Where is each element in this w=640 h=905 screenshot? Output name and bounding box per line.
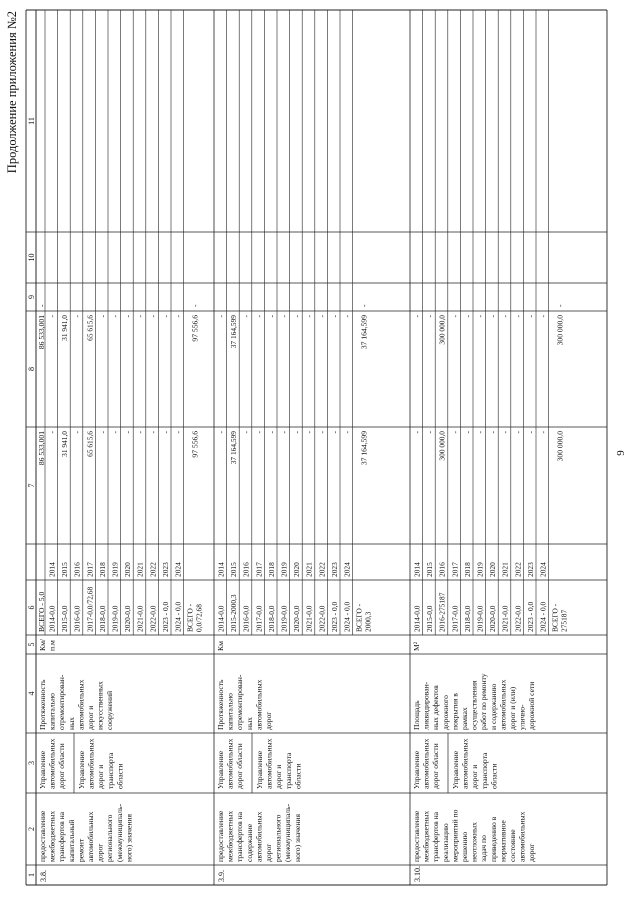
executor-sub: транспорта [105, 752, 115, 789]
year-label: 2015 [425, 562, 435, 577]
funding-total: - [241, 431, 251, 434]
funding-regional: 65 615,6 [85, 315, 95, 341]
section-description: ремонт [76, 838, 86, 862]
section-description: задач по [479, 835, 489, 862]
executor-sub: автомобильных [460, 738, 470, 789]
funding-regional: - [148, 315, 158, 318]
section-number: 3.9. [217, 870, 226, 882]
total-target-value: ВСЕГО - [550, 603, 560, 632]
section-description: капитальный [66, 819, 76, 862]
funding-total: - [292, 431, 302, 434]
executor-sub: автомобильных [264, 738, 274, 789]
indicator-name: дорог и (или) [508, 686, 517, 730]
column-header-2: 2 [27, 827, 36, 831]
funding-regional: 97 556,6 [190, 315, 200, 342]
section-description: дорог [527, 843, 537, 862]
indicator-name: сооружений [105, 690, 115, 730]
funding-total: - [425, 431, 435, 434]
executor-main: дорог области [235, 743, 245, 789]
funding-regional: - [173, 315, 183, 318]
total-target-value: 0,0/72,68 [194, 604, 204, 632]
executor-sub: Управление [77, 750, 86, 789]
funding-total: 300 000,0 [555, 431, 565, 462]
year-label: 2022 [148, 562, 158, 577]
funding-federal: - [359, 304, 369, 307]
section-description: трансфертов на [57, 811, 67, 862]
year-target-value: 2019-0,0 [279, 605, 289, 632]
year-target-value: 2023 - 0,0 [329, 601, 339, 632]
funding-total: 31 941,0 [60, 431, 70, 457]
funding-total: - [110, 431, 120, 434]
year-target-value: 2018-0,0 [97, 605, 107, 632]
funding-total: - [160, 431, 170, 434]
year-target-value: 2024 - 0,0 [342, 601, 352, 632]
executor-main: дорог области [57, 743, 67, 789]
funding-regional: 31 941,0 [60, 315, 70, 341]
section-description: межбюджетных [421, 810, 431, 862]
executor-sub: Управление [451, 750, 460, 789]
funding-federal: - [555, 304, 565, 307]
year-target-value: 2014-0,0 [47, 605, 57, 632]
column-header-4: 4 [27, 691, 36, 696]
section-description: ного) значения [292, 814, 302, 862]
executor-sub: дорог и [96, 764, 106, 789]
year-label: 2017 [450, 562, 460, 577]
unit-of-measure: М² [412, 641, 421, 651]
indicator-name: автомобильных [498, 679, 508, 730]
section-description: предоставление [412, 810, 421, 862]
year-target-value: 2021-0,0 [304, 605, 314, 632]
year-target-value: 2024 - 0,0 [538, 601, 548, 632]
funding-regional: - [135, 315, 145, 318]
year-label: 2016 [241, 562, 251, 577]
funding-regional: - [425, 315, 435, 318]
total-target-value: 275187 [559, 609, 569, 632]
year-target-value: 2023 - 0,0 [160, 601, 170, 632]
year-target-value: 2015-0,0 [425, 605, 435, 632]
year-label: 2016 [72, 562, 82, 577]
column-header-8: 8 [27, 367, 36, 371]
funding-regional: - [47, 315, 57, 318]
column-header-11: 11 [27, 117, 36, 125]
year-target-value: 2022-0,0 [513, 605, 523, 632]
year-target-value: 2016-0,0 [72, 605, 82, 632]
funding-total: - [72, 431, 82, 434]
indicator-name: дорожной сети [527, 681, 537, 730]
year-label: 2014 [412, 562, 422, 577]
executor-main: автомобильных [421, 738, 431, 789]
funding-total: 65 615,6 [85, 431, 95, 457]
executor-sub: автомобильных [86, 738, 96, 789]
year-target-value: 2021-0,0 [135, 605, 145, 632]
funding-regional: - [342, 315, 352, 318]
indicator-name: Площадь [412, 700, 421, 730]
year-target-value: 2020-0,0 [488, 605, 498, 632]
indicator-name: осуществления [469, 680, 479, 730]
year-target-value: 2017-0,0 [254, 605, 264, 632]
funding-total: - [47, 431, 57, 434]
year-target-value: 2022-0,0 [317, 605, 327, 632]
section-description: трансфертов на [431, 811, 441, 862]
section-description: предоставление [38, 810, 47, 862]
year-label: 2024 [173, 562, 183, 577]
year-target-value: 2016-275187 [437, 592, 447, 632]
funding-regional: - [254, 315, 264, 318]
funding-regional: 37 164,599 [359, 315, 369, 350]
funding-total: - [135, 431, 145, 434]
year-label: 2015 [60, 562, 70, 577]
executor-sub: области [293, 763, 303, 789]
year-label: 2019 [475, 562, 485, 577]
funding-regional: - [475, 315, 485, 318]
column-header-10: 10 [27, 253, 36, 262]
year-label: 2017 [254, 562, 264, 577]
indicator-name: автомобильных [76, 679, 86, 730]
year-label: 2023 [160, 562, 170, 577]
unit-of-measure: п.м [47, 640, 57, 651]
funding-total: - [329, 431, 339, 434]
funding-total: - [500, 431, 510, 434]
section-description: содержание [244, 823, 254, 862]
indicator-name: отремонтирован- [57, 674, 67, 730]
executor-sub: области [115, 763, 125, 789]
funding-regional: 300 000,0 [555, 315, 565, 346]
funding-total: - [97, 431, 107, 434]
year-target-value: 2021-0,0 [500, 605, 510, 632]
column-header-6: 6 [27, 605, 36, 610]
year-target-value: 2018-0,0 [266, 605, 276, 632]
total-target-value: ВСЕГО - [354, 603, 364, 632]
funding-total: - [304, 431, 314, 434]
year-label: 2014 [216, 562, 226, 577]
indicator-name: дорог и [86, 705, 95, 730]
funding-total: - [488, 431, 498, 434]
funding-total: - [412, 431, 422, 434]
year-target-value: 2023 - 0,0 [525, 601, 535, 632]
executor-main: Управление [38, 750, 47, 789]
funding-total: - [279, 431, 289, 434]
year-target-value: 2019-0,0 [475, 605, 485, 632]
funding-regional: - [538, 315, 548, 318]
indicator-name: и содержанию [488, 683, 498, 730]
funding-regional: - [160, 315, 170, 318]
funding-total: - [525, 431, 535, 434]
funding-total: - [462, 431, 472, 434]
funding-regional: - [266, 315, 276, 318]
indicator-name: улично- [517, 704, 527, 730]
funding-total: - [254, 431, 264, 434]
funding-total: - [173, 431, 183, 434]
funding-regional: - [462, 315, 472, 318]
funding-regional: - [97, 315, 107, 318]
funding-total: - [513, 431, 523, 434]
indicator-name: дорог [264, 711, 273, 730]
executor-main: дорог области [431, 743, 441, 789]
funding-regional: - [304, 315, 314, 318]
column-header-1: 1 [27, 873, 36, 877]
section-description: автомобильных [86, 811, 95, 862]
section-description: межбюджетных [225, 810, 235, 862]
indicator-name: ликвидирован- [421, 681, 431, 730]
executor-sub: области [489, 763, 499, 789]
funding-total: - [475, 431, 485, 434]
year-label: 2024 [342, 562, 352, 577]
funding-total: 37 164,599 [229, 431, 239, 465]
year-label: 2018 [266, 562, 276, 577]
year-label: 2023 [329, 562, 339, 577]
indicator-name: искусственных [95, 681, 105, 730]
executor-main: Управление [216, 750, 225, 789]
section-description: (межмуниципаль- [114, 803, 124, 862]
year-target-value: 2020-0,0 [292, 605, 302, 632]
year-label: 2022 [317, 562, 327, 577]
funding-regional: - [412, 315, 422, 318]
year-label: 2023 [525, 562, 535, 577]
funding-regional: - [216, 315, 226, 318]
column-header-7: 7 [27, 483, 36, 488]
year-label: 2018 [462, 562, 472, 577]
funding-regional: - [123, 315, 133, 318]
page-number: 9 [615, 450, 627, 456]
section-description: ного) значения [124, 814, 134, 862]
executor-sub: транспорта [479, 752, 489, 789]
year-target-value: 2015-0,0 [60, 605, 70, 632]
column-header-5: 5 [27, 642, 36, 647]
funding-regional: - [110, 315, 120, 318]
year-target-value: 2017-0,0 [450, 605, 460, 632]
column-header-3: 3 [27, 761, 36, 765]
funding-regional: 86 533,001 [37, 315, 46, 350]
section-description: автомобильных [517, 811, 527, 862]
section-description: трансфертов на [235, 811, 245, 862]
executor-sub: дорог и [470, 764, 480, 789]
funding-federal: - [190, 304, 200, 307]
funding-regional: - [525, 315, 535, 318]
year-label: 2021 [304, 562, 314, 577]
funding-total: - [317, 431, 327, 434]
year-target-value: 2019-0,0 [110, 605, 120, 632]
section-description: нормативное [498, 820, 508, 862]
funding-total: - [123, 431, 133, 434]
funding-regional: - [317, 315, 327, 318]
executor-main: Управление [412, 750, 421, 789]
indicator-name: ных [66, 717, 76, 730]
executor-sub: Управление [255, 750, 264, 789]
funding-total: - [342, 431, 352, 434]
year-target-value: 2022-0,0 [148, 605, 158, 632]
unit-of-measure: Км [216, 641, 225, 651]
section-number: 3.10. [413, 866, 422, 882]
funding-federal: - [37, 304, 46, 307]
year-label: 2021 [500, 562, 510, 577]
funding-regional: - [450, 315, 460, 318]
executor-sub: транспорта [283, 752, 293, 789]
column-header-9: 9 [27, 295, 36, 299]
section-description: решению [460, 831, 469, 862]
year-target-value: 2015-2000,3 [229, 594, 239, 632]
section-description: регионального [105, 814, 115, 862]
year-target-value: 2024 - 0,0 [173, 601, 183, 632]
year-target-value: 2020-0,0 [123, 605, 133, 632]
indicator-name: Протяженность [38, 679, 47, 730]
indicator-name: капитально [47, 693, 57, 730]
year-label: 2018 [97, 562, 107, 577]
year-label: 2019 [110, 562, 120, 577]
funding-total: - [450, 431, 460, 434]
funding-total: - [216, 431, 226, 434]
section-description: приведению в [488, 816, 498, 862]
indicator-name: дорожного [440, 695, 450, 730]
funding-regional: - [488, 315, 498, 318]
indicator-name: автомобильных [254, 679, 264, 730]
section-number: 3.8. [39, 870, 48, 882]
total-target-value: ВСЕГО - [185, 603, 195, 632]
year-label: 2020 [488, 562, 498, 577]
indicator-name: работ по ремонту [479, 673, 489, 730]
funding-total: - [148, 431, 158, 434]
section-description: состояние [508, 829, 517, 862]
section-description: автомобильных [254, 811, 264, 862]
indicator-name: капитально [225, 693, 235, 730]
year-label: 2022 [513, 562, 523, 577]
indicator-name: ных дефектов [431, 685, 441, 730]
total-target-value: 2000,3 [363, 611, 373, 632]
funding-regional: - [329, 315, 339, 318]
funding-regional: - [241, 315, 251, 318]
continuation-title: Продолжение приложения №2 [5, 11, 19, 174]
funding-regional: - [279, 315, 289, 318]
section-description: межбюджетных [47, 810, 57, 862]
funding-total: 300 000,0 [437, 431, 447, 461]
indicator-name: отремонтирован- [235, 674, 245, 730]
funding-total: - [266, 431, 276, 434]
year-target-value: 2016-0,0 [241, 605, 251, 632]
section-description: мероприятий по [450, 809, 460, 862]
year-target-value: 2014-0,0 [412, 605, 422, 632]
section-description: дорог [95, 843, 105, 862]
funding-total: 37 164,599 [359, 431, 369, 466]
section-description: предоставление [216, 810, 225, 862]
funding-regional: - [500, 315, 510, 318]
indicator-name: покрытия в [450, 693, 460, 730]
year-label: 2024 [538, 562, 548, 577]
year-label: 2020 [292, 562, 302, 577]
section-description: реализацию [440, 823, 450, 862]
section-description: (межмуниципаль- [283, 803, 293, 862]
funding-total: 97 556,6 [190, 431, 200, 458]
unit-of-measure: Км/ [38, 639, 47, 651]
total-target-value: ВСЕГО - 5,0 [37, 591, 46, 632]
year-label: 2014 [47, 562, 57, 577]
funding-regional: - [72, 315, 82, 318]
year-target-value: 2014-0,0 [216, 605, 226, 632]
funding-regional: 300 000,0 [437, 315, 447, 345]
funding-regional: 37 164,599 [229, 315, 239, 349]
year-label: 2019 [279, 562, 289, 577]
executor-main: автомобильных [225, 738, 235, 789]
indicator-name: рамках [460, 707, 469, 730]
funding-total: - [538, 431, 548, 434]
year-target-value: 2018-0,0 [462, 605, 472, 632]
funding-regional: - [292, 315, 302, 318]
year-label: 2015 [229, 562, 239, 577]
executor-main: автомобильных [47, 738, 57, 789]
section-description: регионального [273, 814, 283, 862]
year-label: 2016 [437, 562, 447, 577]
executor-sub: дорог и [274, 764, 284, 789]
section-description: неотложных [469, 822, 479, 862]
section-description: дорог [264, 843, 273, 862]
year-label: 2020 [123, 562, 133, 577]
year-label: 2017 [85, 562, 95, 577]
funding-total: 86 533,001 [37, 431, 46, 466]
year-target-value: 2017-0,0/72,68 [85, 586, 95, 632]
funding-regional: - [513, 315, 523, 318]
year-label: 2021 [135, 562, 145, 577]
indicator-name: ных [244, 717, 254, 730]
indicator-name: Протяженность [216, 679, 225, 730]
